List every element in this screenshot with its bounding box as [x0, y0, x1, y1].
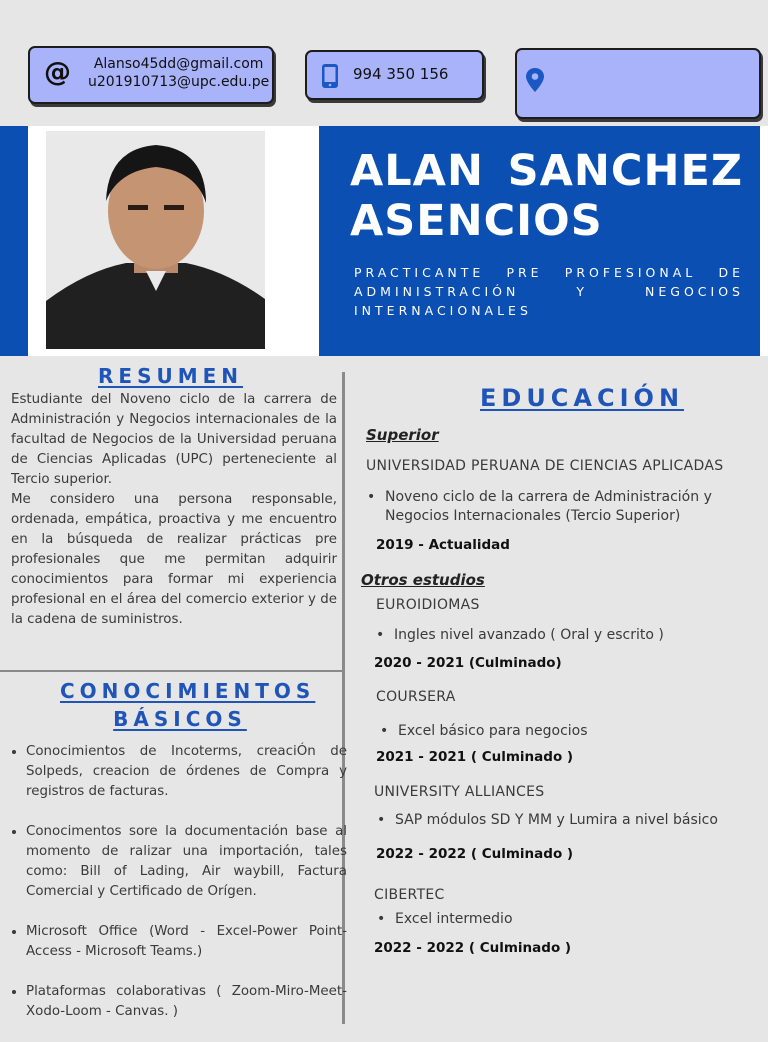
- profile-photo: [46, 131, 265, 349]
- study-detail: • Ingles nivel avanzado ( Oral y escrito ): [394, 626, 664, 645]
- phone-icon: [321, 63, 339, 93]
- study-dates: 2022 - 2022 ( Culminado ): [374, 940, 572, 956]
- university-dates: 2019 - Actualidad: [376, 537, 510, 553]
- superior-label: Superior: [366, 426, 439, 444]
- list-item: • Conocimientos de Incoterms, creaciÓn de Solpeds, creacion de órdenes de Compra y registros de facturas.: [26, 742, 347, 802]
- email-secondary[interactable]: u201910713@upc.edu.pe: [88, 74, 270, 90]
- conocimientos-list: [8, 742, 347, 1042]
- study-detail: • Excel básico para negocios: [398, 722, 588, 741]
- email-primary[interactable]: Alanso45dd@gmail.com: [93, 56, 264, 72]
- resumen-heading: RESUMEN: [98, 364, 244, 388]
- list-item: • Conocimentos sore la documentación base al momento de ralizar una importación, tales como: Bill of Lading, Air waybill, Factura Comercial y Certificado de Orígen.: [26, 822, 347, 902]
- candidate-name: [350, 146, 743, 246]
- university-detail-line-2: Negocios Internacionales (Tercio Superior): [385, 508, 681, 524]
- study-institution: COURSERA: [376, 689, 456, 705]
- university-name: UNIVERSIDAD PERUANA DE CIENCIAS APLICADAS: [366, 458, 724, 474]
- educacion-heading: EDUCACIÓN: [480, 384, 685, 412]
- at-icon: @: [44, 57, 71, 88]
- study-institution: EUROIDIOMAS: [376, 597, 480, 613]
- university-detail: [385, 488, 712, 526]
- location-contact-box: [515, 48, 761, 119]
- email-addresses: [88, 55, 269, 91]
- university-detail-line-1: • Noveno ciclo de la carrera de Administración y: [385, 489, 712, 505]
- name-line-1: ALAN SANCHEZ: [350, 146, 743, 196]
- conocimientos-heading-line-1: CONOCIMIENTOS: [60, 679, 316, 703]
- resumen-body: [11, 390, 337, 630]
- study-dates: 2021 - 2021 ( Culminado ): [376, 749, 574, 765]
- resumen-paragraph-2: Me considero una persona responsable, ordenada, empática, proactiva y me encuentro en la búsqueda de realizar prácticas pre profesionales que me permitan adquirir conocimientos para formar mi experiencia profesional en el área del comercio exterior y de la cadena de suministros.: [11, 492, 337, 627]
- resumen-paragraph-1: Estudiante del Noveno ciclo de la carrera de Administración y Negocios internacionales de la facultad de Negocios de la Universidad peruana de Ciencias Aplicadas (UPC) perteneciente al Tercio superior.: [11, 392, 337, 487]
- phone-contact-box: [305, 50, 484, 100]
- list-item: • Plataformas colaborativas ( Zoom-Miro-Meet- Xodo-Loom - Canvas. ): [26, 982, 347, 1022]
- job-title-line-2: ADMINISTRACIÓN Y NEGOCIOS: [354, 284, 744, 299]
- otros-estudios-label: Otros estudios: [361, 571, 485, 589]
- study-institution: CIBERTEC: [374, 887, 445, 903]
- map-pin-icon: [525, 67, 545, 97]
- conocimientos-heading-line-2: BÁSICOS: [113, 707, 247, 731]
- phone-number[interactable]: 994 350 156: [353, 65, 449, 83]
- header-accent-left: [0, 126, 28, 356]
- email-contact-box: [28, 46, 274, 104]
- study-dates: 2022 - 2022 ( Culminado ): [376, 846, 574, 862]
- job-title-line-1: PRACTICANTE PRE PROFESIONAL DE: [354, 265, 744, 280]
- study-detail: • Excel intermedio: [395, 910, 513, 929]
- job-title-line-3: INTERNACIONALES: [354, 303, 532, 318]
- job-title: [354, 263, 744, 320]
- study-detail: • SAP módulos SD Y MM y Lumira a nivel básico: [395, 811, 718, 830]
- conocimientos-heading: [60, 677, 316, 733]
- name-line-2: ASENCIOS: [350, 196, 603, 246]
- list-item: • Microsoft Office (Word - Excel-Power Point-Access - Microsoft Teams.): [26, 922, 347, 962]
- section-divider: [0, 670, 345, 672]
- study-institution: UNIVERSITY ALLIANCES: [374, 784, 545, 800]
- study-dates: 2020 - 2021 (Culminado): [374, 655, 562, 671]
